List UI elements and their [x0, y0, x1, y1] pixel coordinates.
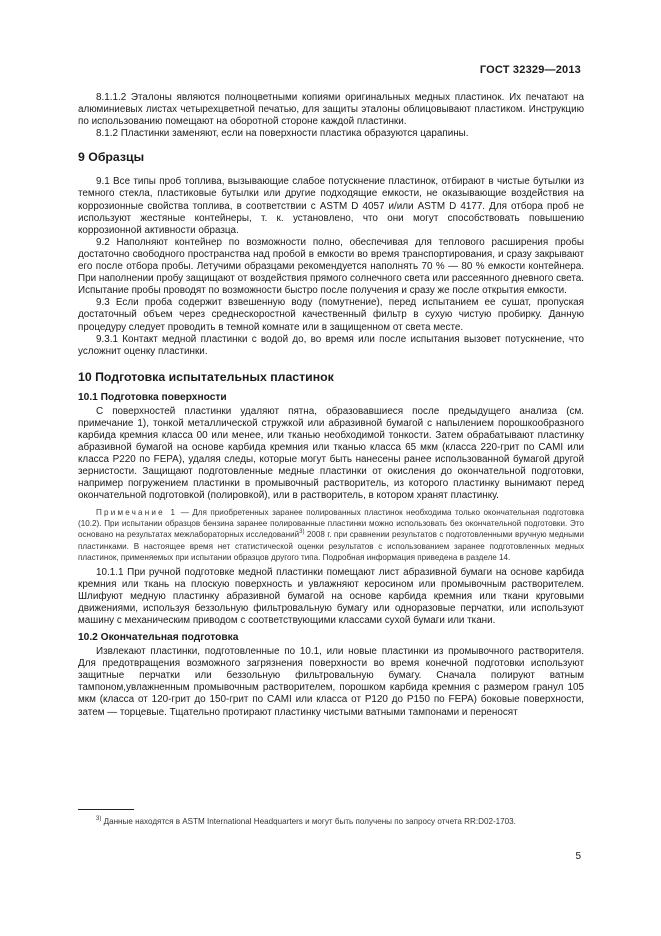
paragraph-9-2: 9.2 Наполняют контейнер по возможности полно, обеспечивая для теплового расширения пробы достаточно свободного пространства над пробой в емкости во время транспортирования, и сразу закрывают его после отбора пробы. Летучими образцами рекомендуется наполнять 70 % — 80 % емкости контейнера. При наполнении пробу защищают от воздействия прямого солнечного света или рассеянного дневного света. Испытание пробы проводят по возможности быстро после получения и сразу же после открытия емкости. — [78, 236, 584, 297]
paragraph-10-2: Извлекают пластинки, подготовленные по 10.1, или новые пластинки из промывочного растворителя. Для предотвращения возможного загрязнения поверхности во время конечной подготовки используют защитные перчатки или беззольную фильтровальную бумагу. Сначала полируют ватным тампоном,увлажненным промывочным растворителем, порошком карбида кремния с размером гранул 105 мкм (класса от 120-грит до 150-грит по CAMI или класса от P120 до P150 по FEPA) боковые поверхности, затем — торцевые. Тщательно протирают пластинку чистыми ватными тампонами и переносят — [78, 646, 584, 718]
subsection-heading-10-2: 10.2 Окончательная подготовка — [78, 632, 239, 644]
paragraph-8-1-1-2: 8.1.1.2 Эталоны являются полноцветными копиями оригинальных медных пластинок. Их печатают на алюминиевых листах четырехцветной печатью, для защиты эталоны облицовывают пластиком. Инструкцию по использованию помещают на оборотной стороне каждой пластинки. — [78, 92, 584, 128]
note-1-lead: Примечание 1 — [96, 507, 178, 517]
paragraph-9-1: 9.1 Все типы проб топлива, вызывающие слабое потускнение пластинок, отбирают в чистые бутылки из темного стекла, пластиковые бутылки или другие подходящие емкости, не оказывающие воздействия на коррозионные свойства топлива, в соответствии с ASTM D 4057 и/или ASTM D 4177. Для отбора проб не используют жестяные контейнеры, т. к. установлено, что они могут способствовать повышению коррозионной активности образца. — [78, 176, 584, 236]
paragraph-8-1-2: 8.1.2 Пластинки заменяют, если на поверхности пластика образуются царапины. — [96, 128, 469, 140]
footnote-3-text: Данные находятся в ASTM International Headquarters и могут быть получены по запросу отчета RR:D02-1703. — [101, 817, 516, 826]
paragraph-10-1-1: 10.1.1 При ручной подготовке медной пластинки помещают лист абразивной бумаги на основе карбида кремния или ткань на плоскую поверхность и увлажняют керосином или промывочным растворителем. Шлифуют медную пластинку абразивной бумагой на основе карбида кремния или ткани круговыми движениями, используя беззольную фильтровальную бумагу или одноразовые перчатки, или используют машину с механическим приводом с соответствующими классами сухой бумаги или ткани. — [78, 566, 584, 626]
page-body — [78, 92, 584, 719]
note-1 — [78, 507, 584, 564]
footnote-divider — [78, 809, 134, 810]
note-1-footnote-ref: 3) — [299, 529, 305, 536]
note-1-text-b: 2008 г. при сравнении результатов с подготовленными вручную медными пластинками. В настоящее время нет статистической оценки результатов с использованием заранее подготовленных медных пластинок, применяемых при испытании образцов другого типа. Подробная информация приведена в разделе 14. — [78, 530, 584, 563]
paragraph-10-1: С поверхностей пластинки удаляют пятна, образовавшиеся после предыдущего анализа (см. примечание 1), тонкой металлической стружкой или абразивной бумагой с напылением порошкообразного карбида кремния класса 00 или менее, или тканью необходимой тонкости. Затем обрабатывают пластинку абразивной бумагой на основе карбида кремния или тканью класса 65 мкм (класса 220-грит по CAMI или класса P220 по FEPA), удаляя следы, которые могут быть нанесены ранее использованной бумагой другой зернистости. Защищают подготовленные медные пластинки от окисления до окончательной подготовки, например погружением пластинки в промывочный растворитель, из которого пластинку вынимают перед окончательной подготовкой (полировкой), или в растворитель, в котором хранят пластинку. — [78, 405, 584, 502]
paragraph-9-3-1: 9.3.1 Контакт медной пластинки с водой до, во время или после испытания вызовет потускнение, что усложнит оценку пластинки. — [78, 333, 584, 357]
section-heading-10: 10 Подготовка испытательных пластинок — [78, 369, 334, 384]
footnote-3-marker: 3) — [96, 816, 102, 822]
section-heading-9: 9 Образцы — [78, 150, 145, 165]
paragraph-9-3: 9.3 Если проба содержит взвешенную воду (помутнение), перед испытанием ее сушат, пропуская достаточный объем через среднескоростной качественный фильтр в сухую чистую пробирку. Данную процедуру следует проводить в темной комнате или в защищенном от света месте. — [78, 297, 584, 333]
page-number: 5 — [575, 851, 581, 862]
footnote-3 — [78, 816, 584, 828]
note-1-text-a: — Для приобретенных заранее полированных пластинок необходима только окончательная подготовка (10.2). При испытании образцов бензина заранее полированные пластинки можно использовать без окончательной подготовки. Это основано на результатах межлабораторных исследований — [78, 507, 584, 540]
subsection-heading-10-1: 10.1 Подготовка поверхности — [78, 391, 227, 403]
document-id-header: ГОСТ 32329—2013 — [479, 64, 581, 76]
